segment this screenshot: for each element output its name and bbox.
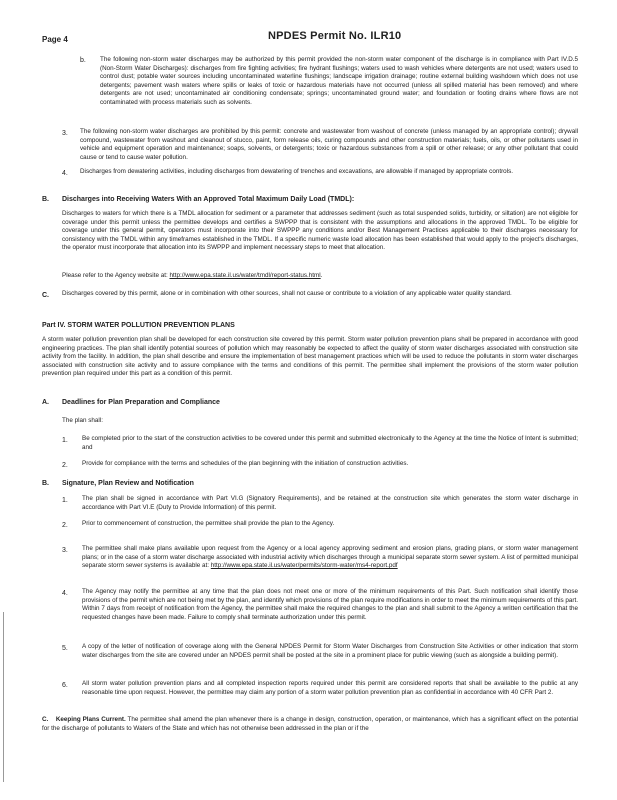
part-iv-heading: Part IV. STORM WATER POLLUTION PREVENTION PLANS [42,322,235,329]
item-4-label: 4. [62,170,68,177]
section-b-label: B. [42,196,49,203]
pb-item-1-text: The plan shall be signed in accordance with Part VI.G (Signatory Requirements), and be retained at the construction site which generates the storm water discharge in accordance with Part VI.E (Duty to Provide Information) of this permit. [82,495,578,511]
pb-item-6-label: 6. [62,682,68,689]
pb-item-3-label: 3. [62,547,68,554]
section-b-heading: Discharges into Receiving Waters With an Approved Total Maximum Daily Load (TMDL): [62,196,355,203]
permit-title: NPDES Permit No. ILR10 [268,30,402,42]
section-pa-label: A. [42,399,49,406]
pb-item-6-text: All storm water pollution prevention plans and all completed inspection reports required under this permit are considered reports that shall be available to the public at any reasonable time upon request. However, the permittee may claim any portion of a storm water pollution prevention plan as confidential in accordance with 40 CFR Part 2. [82,680,578,696]
pa-item-1-text: Be completed prior to the start of the construction activities to be covered under this permit and submitted electronically to the Agency at the time the Notice of Intent is submitted; and [82,435,578,451]
section-pb-heading: Signature, Plan Review and Notification [62,480,194,487]
pb-item-5-text: A copy of the letter of notification of coverage along with the General NPDES Permit for Storm Water Discharges from Construction Site Activities or other indication that storm water discharges from the site are covered under an NPDES permit shall be posted at the site in a prominent place for public viewing (such as alongside a building permit). [82,643,578,659]
pb-item-2-text: Prior to commencement of construction, the permittee shall provide the plan to the Agency. [82,520,335,527]
pb-item-3-body: The permittee shall make plans available upon request from the Agency or a local agency approving sediment and erosion plans, grading plans, or storm water management plans; or in the case of a storm water discharge associated with industrial activity which discharges through a municipal separate storm sewer system. A list of permitted municipal separate storm sewer systems is available at: [82,545,578,570]
section-b-link-prefix: Please refer to the Agency website at: [62,272,170,279]
item-3-label: 3. [62,130,68,137]
item-b-text: The following non-storm water discharges may be authorized by this permit provided the non-storm water component of the discharge is in compliance with Part IV.D.5 (Non-Storm Water Discharges): discharges from fire fighting activities; fire hydrant flushings; waters used to wash vehicles where detergents are not used; waters used to control dust; potable water sources including uncontaminated waterline flushings; landscape irrigation drainage; routine external building washdown which does not use detergents; pavement wash waters where spills or leaks of toxic or hazardous materials have not occurred (unless all spilled material has been removed) and where detergents are not used; uncontaminated air conditioning condensate; springs; uncontaminated ground water; and foundation or footing drains where flows are not contaminated with process materials such as solvents. [100,56,578,106]
scan-edge-artifact [3,612,4,782]
section-pb-label: B. [42,480,49,487]
tmdl-status-link[interactable]: http://www.epa.state.il.us/water/tmdl/report-status.html [169,272,321,279]
section-pc-body: The permittee shall amend the plan whenever there is a change in design, construction, operation, or maintenance, which has a significant effect on the potential for the discharge of pollutants to Waters of the State and which has not otherwise been addressed in the plan or if the [42,716,579,732]
pb-item-2-label: 2. [62,522,68,529]
section-pc-label: C. [42,716,49,723]
item-4-text: Discharges from dewatering activities, including discharges from dewatering of trenches and excavations, are allowable if managed by appropriate controls. [80,168,513,175]
section-b-link-line [62,272,578,281]
pb-item-4-text: The Agency may notify the permittee at any time that the plan does not meet one or more of the minimum requirements of this Part. Such notification shall identify those provisions of the permit which are not being met by the plan, and identify which provisions of the plan require modifications in order to meet the minimum requirements of this part. Within 7 days from receipt of notification from the Agency, the permittee shall make the required changes to the plan and shall submit to the Agency a written certification that the requested changes have been made. Failure to comply shall terminate authorization under this permit. [82,588,578,621]
section-c-label: C. [42,292,49,299]
pb-item-4-label: 4. [62,590,68,597]
section-pc-text [42,716,578,733]
section-pc-heading: Keeping Plans Current. [55,716,126,723]
section-b-link-suffix: . [320,272,323,279]
pa-item-1-label: 1. [62,437,68,444]
pa-item-2-label: 2. [62,462,68,469]
pb-item-5-label: 5. [62,645,68,652]
pb-item-3-text [82,545,578,571]
section-pa-heading: Deadlines for Plan Preparation and Compliance [62,399,220,406]
ms4-report-link[interactable]: http://www.epa.state.il.us/water/permits/storm-water/ms4-report.pdf [210,562,398,570]
section-b-paragraph: Discharges to waters for which there is a TMDL allocation for sediment or a parameter that addresses sediment (such as total suspended solids, turbidity, or siltation) are not eligible for coverage under this permit unless the permittee develops and certifies a SWPPP that is consistent with the assumptions and allocations in the approved TMDL. To be eligible for coverage under this general permit, operators must incorporate into their SWPPP any conditions and/or Best Management Practices applicable to their discharges necessary for consistency with the TMDL within any timeframes established in the TMDL. If a specific numeric waste load allocation has been established that would apply to the project's discharges, the operator must incorporate that allocation into its SWPPP and implement necessary steps to meet that allocation. [62,210,578,252]
item-b-label: b. [80,57,86,64]
part-iv-intro: A storm water pollution prevention plan shall be developed for each construction site covered by this permit. Storm water pollution prevention plans shall be prepared in accordance with good engineering practices. The plan shall identify potential sources of pollution which may reasonably be expected to affect the quality of storm water discharges associated with construction site activity from the facility. In addition, the plan shall describe and ensure the implementation of best management practices which will be used to reduce the pollutants in storm water discharges associated with construction site activity and to assure compliance with the terms and conditions of this permit. The permittee shall implement the provisions of the storm water pollution prevention plan required under this part as a condition of this permit. [42,336,578,378]
page-number: Page 4 [42,35,68,44]
pa-item-2-text: Provide for compliance with the terms and schedules of the plan beginning with the initiation of construction activities. [82,460,409,467]
pb-item-1-label: 1. [62,497,68,504]
section-c-text: Discharges covered by this permit, alone or in combination with other sources, shall not cause or contribute to a violation of any applicable water quality standard. [62,290,512,297]
section-pa-lead: The plan shall: [62,417,103,424]
item-3-text: The following non-storm water discharges are prohibited by this permit: concrete and wastewater from washout of concrete (unless managed by an appropriate control); drywall compound, wastewater from washout and cleanout of stucco, paint, form release oils, curing compounds and other construction materials; fuels, oils, or other pollutants used in vehicle and equipment operation and maintenance; soaps, solvents, or detergents; toxic or hazardous substances from a spill or other release; or any other pollutant that could cause or tend to cause water pollution. [80,128,578,161]
